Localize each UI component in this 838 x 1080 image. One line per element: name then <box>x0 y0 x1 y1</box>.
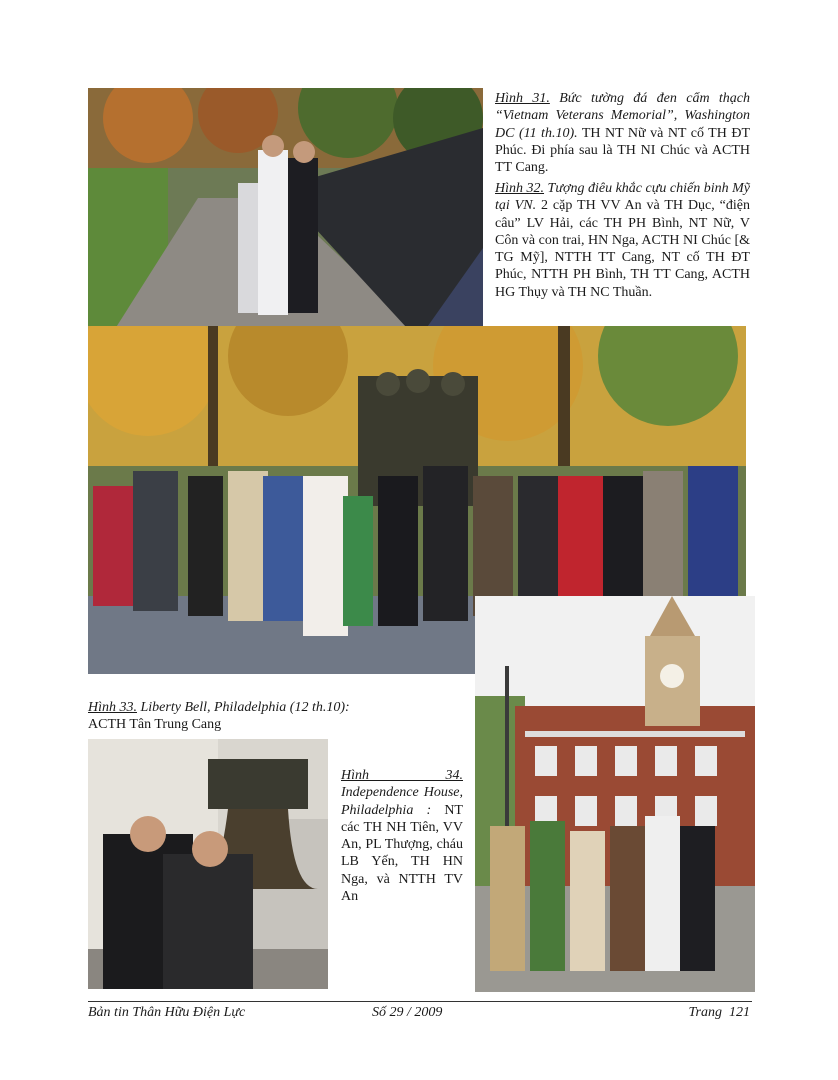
caption-figure-34 <box>341 767 463 905</box>
caption-italic: Independence House, Philadelphia : <box>341 785 463 818</box>
photo-independence-house <box>475 596 755 992</box>
photo-veterans-memorial-wall <box>88 88 483 340</box>
caption-text: TH NT Nữ và NT cố TH ĐT Phúc. Đi phía sau là TH NI Chúc và ACTH TT Cang. <box>495 125 750 176</box>
footer-rule <box>88 1001 752 1002</box>
caption-label: Hình 33. <box>88 700 137 715</box>
caption-label: Hình 31. <box>495 91 550 106</box>
footer-page-number: Trang 121 <box>688 1005 750 1020</box>
caption-figure-33 <box>88 699 468 734</box>
caption-figure-31 <box>495 90 750 176</box>
caption-label: Hình 32. <box>495 181 545 196</box>
caption-text: 2 cặp TH VV An và TH Dục, “điện câu” LV Hải, các TH PH Bình, NT Nữ, V Côn và con trai, HN Nga, ACTH NI Chúc [& TG Mỹ], NTTH TT Cang, NT cố TH ĐT Phúc, NTTH PH Bình, TH TT Cang, ACTH HG Thụy và TH NC Thuần. <box>495 198 751 300</box>
caption-text: NT các TH NH Tiên, VV An, PL Thượng, cháu LB Yến, TH HN Nga, và NTTH TV An <box>341 802 463 905</box>
caption-label: Hình 34. <box>341 768 463 783</box>
caption-italic: Tượng điêu khắc cựu chiến binh Mỹ tại VN. <box>495 181 751 214</box>
photo-liberty-bell <box>88 739 328 989</box>
caption-figure-32 <box>495 180 750 301</box>
footer-publication: Bản tin Thân Hữu Điện Lực <box>88 1005 246 1020</box>
caption-italic: Liberty Bell, Philadelphia (12 th.10): <box>137 700 350 715</box>
caption-italic: Bức tường đá đen cẩm thạch “Vietnam Veterans Memorial”, Washington DC (11 th.10). <box>495 91 751 141</box>
footer-issue: Số 29 / 2009 <box>372 1005 443 1020</box>
caption-text: ACTH Tân Trung Cang <box>88 717 222 733</box>
